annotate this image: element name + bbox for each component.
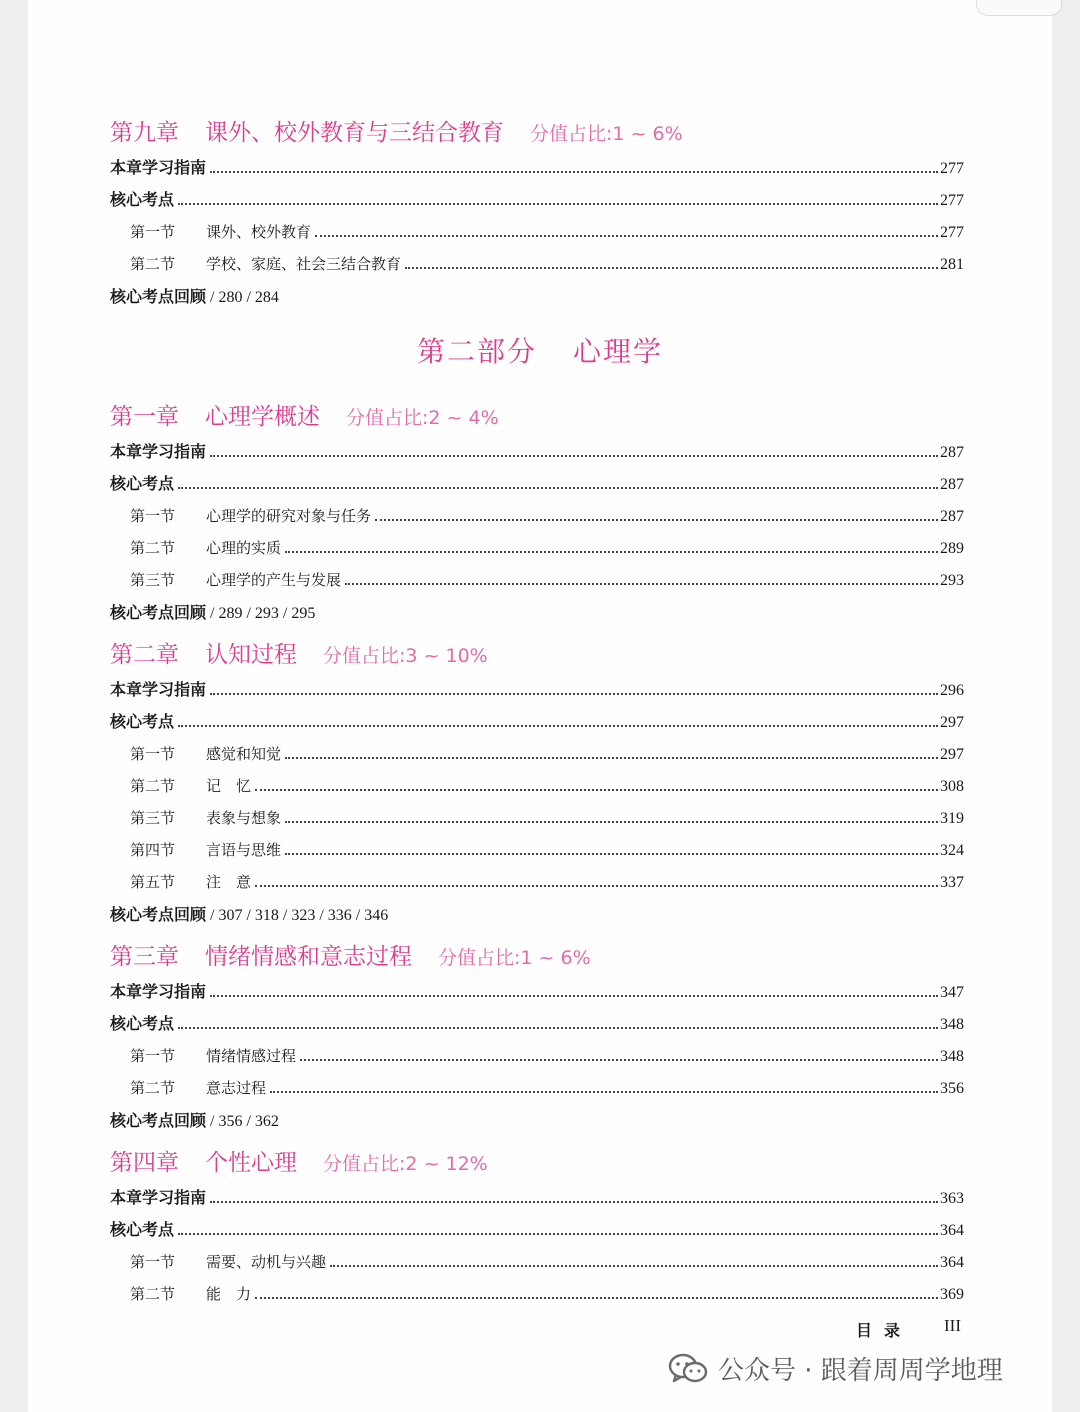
review-pages: / 280 / 284 bbox=[210, 289, 279, 306]
section-number: 第二节 bbox=[130, 777, 176, 795]
page-number: 364 bbox=[940, 1222, 964, 1239]
section-title: 情绪情感过程 bbox=[206, 1047, 297, 1065]
leader-dots bbox=[255, 1297, 938, 1299]
leader-dots bbox=[178, 1027, 938, 1029]
page-number: 356 bbox=[940, 1080, 964, 1097]
part-number: 第二部分 bbox=[416, 335, 537, 368]
page-number: 363 bbox=[940, 1190, 964, 1207]
leader-dots bbox=[405, 267, 938, 269]
section-title: 心理学的研究对象与任务 bbox=[206, 507, 372, 525]
section-number: 第二节 bbox=[130, 1079, 176, 1097]
toc-row-core[interactable] bbox=[110, 1216, 964, 1240]
chapter-heading-4 bbox=[110, 1144, 488, 1177]
watermark-text: 公众号 · 跟着周周学地理 bbox=[718, 1356, 1003, 1386]
page-number: 364 bbox=[940, 1254, 964, 1271]
leader-dots bbox=[210, 693, 938, 695]
toc-review[interactable] bbox=[110, 902, 388, 925]
leader-dots bbox=[255, 789, 938, 791]
section-number: 第一节 bbox=[130, 223, 176, 241]
chapter-title: 心理学概述 bbox=[205, 404, 320, 430]
chapter-score: 分值占比:2 ~ 4% bbox=[346, 407, 499, 429]
toc-label: 核心考点 bbox=[110, 1014, 175, 1033]
page-number: 297 bbox=[940, 746, 964, 763]
leader-dots bbox=[345, 583, 938, 585]
section-number: 第五节 bbox=[130, 873, 176, 891]
chapter-score: 分值占比:2 ~ 12% bbox=[323, 1153, 488, 1175]
chapter-title: 情绪情感和意志过程 bbox=[205, 944, 412, 970]
toc-row-guide[interactable] bbox=[110, 154, 964, 178]
toc-label: 本章学习指南 bbox=[110, 158, 207, 177]
toc-label: 本章学习指南 bbox=[110, 442, 207, 461]
toc-row-core[interactable] bbox=[110, 708, 964, 732]
page-number: 308 bbox=[940, 778, 964, 795]
chapter-title: 个性心理 bbox=[205, 1150, 297, 1176]
section-title: 意志过程 bbox=[206, 1079, 267, 1097]
page-number: 337 bbox=[940, 874, 964, 891]
section-number: 第一节 bbox=[130, 1047, 176, 1065]
wechat-icon bbox=[668, 1352, 708, 1386]
section-number: 第一节 bbox=[130, 745, 176, 763]
section-number: 第一节 bbox=[130, 1253, 176, 1271]
leader-dots bbox=[210, 455, 938, 457]
leader-dots bbox=[285, 551, 938, 553]
leader-dots bbox=[178, 487, 938, 489]
chapter-heading-9 bbox=[110, 114, 683, 147]
section-number: 第四节 bbox=[130, 841, 176, 859]
chapter-heading-1 bbox=[110, 398, 499, 431]
section-number: 第二节 bbox=[130, 1285, 176, 1303]
footer-label: 目录 bbox=[856, 1321, 913, 1340]
chapter-score: 分值占比:3 ~ 10% bbox=[323, 645, 488, 667]
toc-label: 核心考点 bbox=[110, 190, 175, 209]
section-title: 注 意 bbox=[206, 873, 252, 891]
chapter-number: 第三章 bbox=[110, 944, 179, 970]
toc-row-section[interactable] bbox=[130, 218, 964, 242]
leader-dots bbox=[315, 235, 938, 237]
leader-dots bbox=[178, 203, 938, 205]
leader-dots bbox=[255, 885, 938, 887]
toc-review[interactable] bbox=[110, 600, 315, 623]
corner-tab bbox=[976, 0, 1062, 16]
leader-dots bbox=[210, 995, 938, 997]
review-label: 核心考点回顾 bbox=[110, 1111, 207, 1130]
toc-row-guide[interactable] bbox=[110, 676, 964, 700]
toc-row-section[interactable] bbox=[130, 1248, 964, 1272]
chapter-number: 第一章 bbox=[110, 404, 179, 430]
part-title bbox=[0, 330, 1080, 370]
leader-dots bbox=[285, 757, 938, 759]
toc-row-core[interactable] bbox=[110, 186, 964, 210]
toc-row-section[interactable] bbox=[130, 1042, 964, 1066]
chapter-number: 第四章 bbox=[110, 1150, 179, 1176]
page-number: 277 bbox=[940, 192, 964, 209]
section-title: 感觉和知觉 bbox=[206, 745, 282, 763]
toc-row-core[interactable] bbox=[110, 1010, 964, 1034]
toc-row-section[interactable] bbox=[130, 566, 964, 590]
toc-label: 本章学习指南 bbox=[110, 982, 207, 1001]
part-name: 心理学 bbox=[573, 335, 664, 368]
review-pages: / 307 / 318 / 323 / 336 / 346 bbox=[210, 907, 389, 924]
page-number: 348 bbox=[940, 1016, 964, 1033]
toc-row-guide[interactable] bbox=[110, 978, 964, 1002]
toc-row-section[interactable] bbox=[130, 502, 964, 526]
section-number: 第二节 bbox=[130, 539, 176, 557]
review-label: 核心考点回顾 bbox=[110, 603, 207, 622]
chapter-number: 第九章 bbox=[110, 120, 179, 146]
section-title: 心理的实质 bbox=[206, 539, 282, 557]
toc-row-section[interactable] bbox=[130, 772, 964, 796]
page-number: 297 bbox=[940, 714, 964, 731]
leader-dots bbox=[285, 853, 938, 855]
section-number: 第二节 bbox=[130, 255, 176, 273]
section-number: 第一节 bbox=[130, 507, 176, 525]
toc-row-section[interactable] bbox=[130, 740, 964, 764]
leader-dots bbox=[300, 1059, 938, 1061]
chapter-score: 分值占比:1 ~ 6% bbox=[438, 947, 591, 969]
page-number: 277 bbox=[940, 160, 964, 177]
section-title: 能 力 bbox=[206, 1285, 252, 1303]
watermark bbox=[668, 1350, 1003, 1387]
page-number: 296 bbox=[940, 682, 964, 699]
page-number: 287 bbox=[940, 444, 964, 461]
toc-row-guide[interactable] bbox=[110, 1184, 964, 1208]
page-number: 293 bbox=[940, 572, 964, 589]
section-title: 学校、家庭、社会三结合教育 bbox=[206, 255, 402, 273]
toc-review[interactable] bbox=[110, 1108, 279, 1131]
review-label: 核心考点回顾 bbox=[110, 287, 207, 306]
toc-review[interactable] bbox=[110, 284, 279, 307]
section-number: 第三节 bbox=[130, 571, 176, 589]
toc-row-section[interactable] bbox=[130, 1280, 964, 1304]
leader-dots bbox=[210, 1201, 938, 1203]
chapter-heading-3 bbox=[110, 938, 591, 971]
page-number: 319 bbox=[940, 810, 964, 827]
page-number: 324 bbox=[940, 842, 964, 859]
leader-dots bbox=[375, 519, 938, 521]
toc-label: 核心考点 bbox=[110, 474, 175, 493]
toc-row-core[interactable] bbox=[110, 470, 964, 494]
section-title: 心理学的产生与发展 bbox=[206, 571, 342, 589]
chapter-title: 课外、校外教育与三结合教育 bbox=[205, 120, 504, 146]
review-pages: / 356 / 362 bbox=[210, 1113, 279, 1130]
review-label: 核心考点回顾 bbox=[110, 905, 207, 924]
page-number: 348 bbox=[940, 1048, 964, 1065]
page-number: 347 bbox=[940, 984, 964, 1001]
toc-row-section[interactable] bbox=[130, 250, 964, 274]
section-title: 需要、动机与兴趣 bbox=[206, 1253, 327, 1271]
toc-row-guide[interactable] bbox=[110, 438, 964, 462]
leader-dots bbox=[210, 171, 938, 173]
page-number: 281 bbox=[940, 256, 964, 273]
section-title: 言语与思维 bbox=[206, 841, 282, 859]
toc-label: 核心考点 bbox=[110, 712, 175, 731]
toc-row-section[interactable] bbox=[130, 804, 964, 828]
page-number: 287 bbox=[940, 476, 964, 493]
section-title: 表象与想象 bbox=[206, 809, 282, 827]
page-number: 287 bbox=[940, 508, 964, 525]
chapter-heading-2 bbox=[110, 636, 488, 669]
chapter-number: 第二章 bbox=[110, 642, 179, 668]
section-title: 记 忆 bbox=[206, 777, 252, 795]
page-number: 369 bbox=[940, 1286, 964, 1303]
toc-row-section[interactable] bbox=[130, 534, 964, 558]
page-number: 277 bbox=[940, 224, 964, 241]
chapter-title: 认知过程 bbox=[205, 642, 297, 668]
toc-label: 核心考点 bbox=[110, 1220, 175, 1239]
toc-label: 本章学习指南 bbox=[110, 1188, 207, 1207]
page-number: 289 bbox=[940, 540, 964, 557]
leader-dots bbox=[285, 821, 938, 823]
chapter-score: 分值占比:1 ~ 6% bbox=[530, 123, 683, 145]
toc-label: 本章学习指南 bbox=[110, 680, 207, 699]
footer-page-number: III bbox=[944, 1316, 961, 1335]
toc-row-section[interactable] bbox=[130, 868, 964, 892]
leader-dots bbox=[178, 1233, 938, 1235]
leader-dots bbox=[330, 1265, 938, 1267]
leader-dots bbox=[178, 725, 938, 727]
leader-dots bbox=[270, 1091, 938, 1093]
review-pages: / 289 / 293 / 295 bbox=[210, 605, 316, 622]
section-number: 第三节 bbox=[130, 809, 176, 827]
section-title: 课外、校外教育 bbox=[206, 223, 312, 241]
toc-row-section[interactable] bbox=[130, 836, 964, 860]
toc-row-section[interactable] bbox=[130, 1074, 964, 1098]
